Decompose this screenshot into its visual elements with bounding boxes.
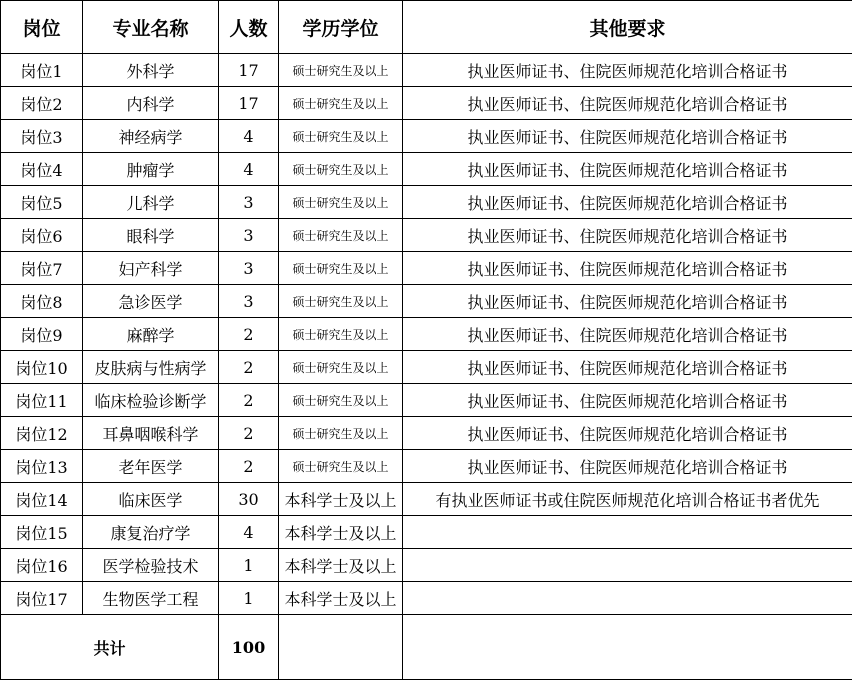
table-row <box>1 450 852 483</box>
total-label: 共计 <box>1 615 219 680</box>
cell-major: 外科学 <box>83 54 219 87</box>
cell-degree: 硕士研究生及以上 <box>279 219 403 252</box>
cell-count: 3 <box>219 219 279 252</box>
cell-position: 岗位3 <box>1 120 83 153</box>
cell-degree: 硕士研究生及以上 <box>279 186 403 219</box>
table-row <box>1 54 852 87</box>
cell-degree: 本科学士及以上 <box>279 483 403 516</box>
cell-position: 岗位1 <box>1 54 83 87</box>
cell-degree: 本科学士及以上 <box>279 516 403 549</box>
cell-requirements: 执业医师证书、住院医师规范化培训合格证书 <box>403 450 852 483</box>
cell-position: 岗位14 <box>1 483 83 516</box>
cell-position: 岗位13 <box>1 450 83 483</box>
cell-count: 3 <box>219 285 279 318</box>
cell-degree: 本科学士及以上 <box>279 582 403 615</box>
cell-major: 内科学 <box>83 87 219 120</box>
cell-requirements: 执业医师证书、住院医师规范化培训合格证书 <box>403 186 852 219</box>
cell-count: 17 <box>219 54 279 87</box>
cell-degree: 硕士研究生及以上 <box>279 120 403 153</box>
table-row <box>1 120 852 153</box>
table-row <box>1 384 852 417</box>
table-row <box>1 87 852 120</box>
cell-count: 3 <box>219 186 279 219</box>
cell-degree: 硕士研究生及以上 <box>279 384 403 417</box>
table-row <box>1 483 852 516</box>
cell-position: 岗位8 <box>1 285 83 318</box>
cell-count: 4 <box>219 516 279 549</box>
table-row <box>1 186 852 219</box>
cell-major: 临床医学 <box>83 483 219 516</box>
cell-count: 2 <box>219 351 279 384</box>
header-position: 岗位 <box>1 1 83 54</box>
cell-requirements: 执业医师证书、住院医师规范化培训合格证书 <box>403 384 852 417</box>
cell-position: 岗位10 <box>1 351 83 384</box>
table-row <box>1 219 852 252</box>
cell-major: 麻醉学 <box>83 318 219 351</box>
cell-count: 2 <box>219 318 279 351</box>
table-body <box>1 54 852 680</box>
cell-requirements: 执业医师证书、住院医师规范化培训合格证书 <box>403 285 852 318</box>
cell-major: 妇产科学 <box>83 252 219 285</box>
total-row <box>1 615 852 680</box>
cell-count: 2 <box>219 384 279 417</box>
cell-count: 4 <box>219 120 279 153</box>
cell-requirements: 执业医师证书、住院医师规范化培训合格证书 <box>403 252 852 285</box>
cell-requirements <box>403 516 852 549</box>
header-major: 专业名称 <box>83 1 219 54</box>
cell-major: 医学检验技术 <box>83 549 219 582</box>
cell-position: 岗位5 <box>1 186 83 219</box>
cell-position: 岗位7 <box>1 252 83 285</box>
cell-requirements: 执业医师证书、住院医师规范化培训合格证书 <box>403 219 852 252</box>
cell-count: 4 <box>219 153 279 186</box>
header-degree: 学历学位 <box>279 1 403 54</box>
cell-degree: 硕士研究生及以上 <box>279 252 403 285</box>
cell-count: 2 <box>219 417 279 450</box>
cell-major: 急诊医学 <box>83 285 219 318</box>
cell-position: 岗位12 <box>1 417 83 450</box>
cell-major: 皮肤病与性病学 <box>83 351 219 384</box>
cell-count: 1 <box>219 549 279 582</box>
cell-major: 眼科学 <box>83 219 219 252</box>
cell-requirements: 执业医师证书、住院医师规范化培训合格证书 <box>403 153 852 186</box>
table-row <box>1 417 852 450</box>
cell-major: 儿科学 <box>83 186 219 219</box>
table-row <box>1 549 852 582</box>
cell-degree: 硕士研究生及以上 <box>279 153 403 186</box>
cell-position: 岗位15 <box>1 516 83 549</box>
cell-requirements: 执业医师证书、住院医师规范化培训合格证书 <box>403 87 852 120</box>
cell-major: 神经病学 <box>83 120 219 153</box>
cell-requirements: 执业医师证书、住院医师规范化培训合格证书 <box>403 417 852 450</box>
cell-requirements: 有执业医师证书或住院医师规范化培训合格证书者优先 <box>403 483 852 516</box>
table-row <box>1 582 852 615</box>
cell-degree: 硕士研究生及以上 <box>279 318 403 351</box>
cell-major: 老年医学 <box>83 450 219 483</box>
cell-major: 临床检验诊断学 <box>83 384 219 417</box>
cell-count: 1 <box>219 582 279 615</box>
total-degree-empty <box>279 615 403 680</box>
total-count: 100 <box>219 615 279 680</box>
cell-degree: 硕士研究生及以上 <box>279 351 403 384</box>
header-row <box>1 1 852 54</box>
table-row <box>1 252 852 285</box>
header-count: 人数 <box>219 1 279 54</box>
cell-major: 肿瘤学 <box>83 153 219 186</box>
cell-degree: 本科学士及以上 <box>279 549 403 582</box>
cell-requirements <box>403 549 852 582</box>
cell-count: 17 <box>219 87 279 120</box>
cell-count: 3 <box>219 252 279 285</box>
cell-requirements: 执业医师证书、住院医师规范化培训合格证书 <box>403 318 852 351</box>
cell-position: 岗位6 <box>1 219 83 252</box>
cell-requirements: 执业医师证书、住院医师规范化培训合格证书 <box>403 120 852 153</box>
table-row <box>1 516 852 549</box>
table-row <box>1 285 852 318</box>
cell-position: 岗位4 <box>1 153 83 186</box>
cell-position: 岗位2 <box>1 87 83 120</box>
cell-position: 岗位16 <box>1 549 83 582</box>
cell-position: 岗位9 <box>1 318 83 351</box>
table-row <box>1 351 852 384</box>
cell-count: 2 <box>219 450 279 483</box>
cell-requirements: 执业医师证书、住院医师规范化培训合格证书 <box>403 351 852 384</box>
cell-count: 30 <box>219 483 279 516</box>
cell-position: 岗位17 <box>1 582 83 615</box>
cell-degree: 硕士研究生及以上 <box>279 54 403 87</box>
cell-degree: 硕士研究生及以上 <box>279 285 403 318</box>
cell-requirements <box>403 582 852 615</box>
cell-degree: 硕士研究生及以上 <box>279 87 403 120</box>
table-row <box>1 318 852 351</box>
cell-degree: 硕士研究生及以上 <box>279 450 403 483</box>
total-requirements-empty <box>403 615 852 680</box>
cell-major: 康复治疗学 <box>83 516 219 549</box>
cell-major: 耳鼻咽喉科学 <box>83 417 219 450</box>
cell-position: 岗位11 <box>1 384 83 417</box>
cell-major: 生物医学工程 <box>83 582 219 615</box>
cell-degree: 硕士研究生及以上 <box>279 417 403 450</box>
table-row <box>1 153 852 186</box>
header-requirements: 其他要求 <box>403 1 852 54</box>
cell-requirements: 执业医师证书、住院医师规范化培训合格证书 <box>403 54 852 87</box>
